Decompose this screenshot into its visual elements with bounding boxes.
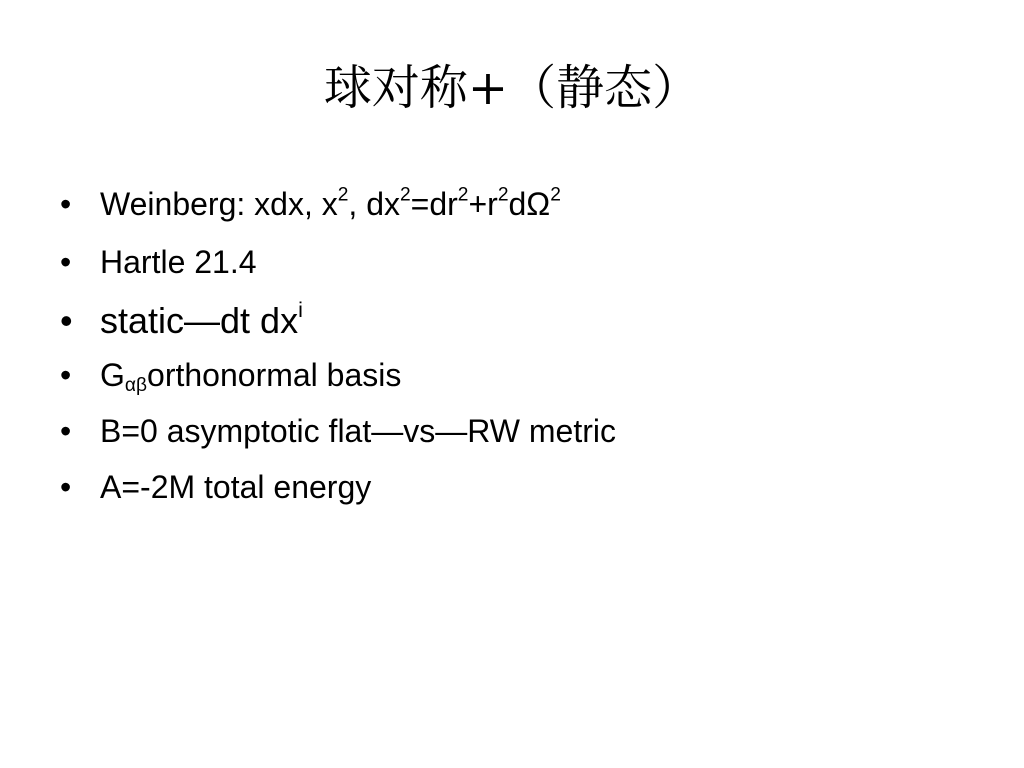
bullet-item-weinberg [60,186,980,223]
bullet-item-static [60,296,980,341]
bullet-dot-icon: • [60,243,72,280]
bullet-text: static—dt $dx^i$ [100,296,303,341]
bullet-item-hartle [60,244,980,281]
bullet-dot-icon: • [60,356,72,393]
bullet-dot-icon: • [60,186,72,222]
bullet-text: Hartle 21.4 [100,243,257,280]
bullet-item-energy [60,469,980,506]
bullet-dot-icon: • [60,468,72,505]
bullet-text: B=0 asymptotic flat—vs—RW metric [100,412,616,449]
bullet-item-orthonormal [60,357,980,394]
bullet-dot-icon: • [60,299,73,341]
bullet-text: Weinberg: xdx, $x^2$, $dx^2=dr^2+r^2d\Omega^2$ [100,184,561,222]
bullet-text: $G_{\alpha\beta}orthonormal$ basis [100,356,402,396]
bullet-dot-icon: • [60,412,72,449]
bullet-item-asymptotic [60,413,980,450]
bullet-text: A=-2M total energy [100,468,372,505]
slide-title: 球对称+（静态） [323,60,701,116]
bullet-list [60,186,980,505]
